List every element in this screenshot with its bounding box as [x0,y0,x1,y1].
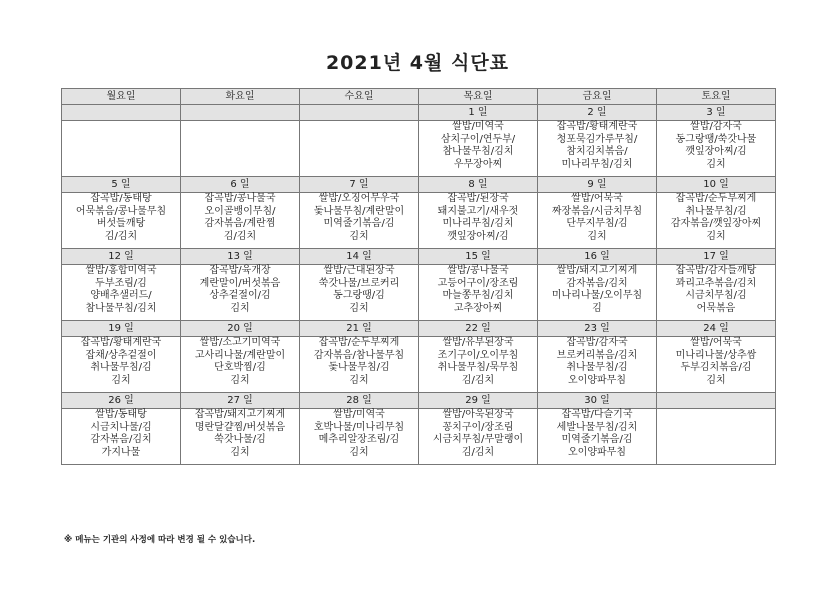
menu-item: 김치 [349,302,369,314]
date-cell: 19 일 [62,321,181,337]
menu-item: 미나리무침/김치 [561,158,633,170]
menu-item: 잡곡밥/황태계란국 [556,121,638,132]
date-cell: 16 일 [538,249,657,265]
date-cell: 22 일 [419,321,538,337]
menu-item: 감자볶음/김치 [90,434,152,445]
menu-cell [538,337,657,393]
menu-cell [300,337,419,393]
menu-cell [181,409,300,465]
page-title: 2021년 4월 식단표 [325,52,510,74]
date-cell: 2 일 [538,105,657,121]
menu-item: 김/김치 [223,230,257,242]
menu-cell [181,121,300,177]
menu-cell [657,337,776,393]
weekday-header: 토요일 [657,89,776,105]
date-cell: 30 일 [538,393,657,409]
menu-cell [300,121,419,177]
menu-cell [300,409,419,465]
menu-cell [62,265,181,321]
menu-item: 어묵볶음/콩나물무침 [75,205,167,217]
date-cell: 29 일 [419,393,538,409]
menu-row [62,193,776,249]
menu-item: 두부조림/김 [95,277,147,289]
menu-item: 삼치구이/연두부/ [440,133,516,145]
menu-item: 잡곡밥/다슬기국 [561,409,633,420]
menu-item: 김치 [706,374,726,386]
menu-item: 잡곡밥/돼지고기찌게 [194,409,286,420]
menu-cell [657,409,776,465]
menu-item: 조기구이/오이무침 [437,349,519,361]
menu-row [62,337,776,393]
menu-item: 쌀밥/유부된장국 [442,337,514,348]
date-cell: 23 일 [538,321,657,337]
menu-item: 쌀밥/콩나물국 [447,265,509,276]
menu-item: 잡곡밥/된장국 [447,193,509,204]
menu-item: 어묵볶음 [696,302,736,314]
date-cell: 13 일 [181,249,300,265]
menu-item: 꽁치구이/장조림 [442,421,514,433]
menu-item: 잡곡밥/순두부찌게 [318,337,400,348]
date-cell: 7 일 [300,177,419,193]
menu-item: 양배추샐러드/ [90,290,152,301]
date-cell: 15 일 [419,249,538,265]
date-cell [657,393,776,409]
menu-row [62,121,776,177]
menu-item: 오이골뱅이무침/ [204,205,276,217]
menu-item: 김치 [230,446,250,458]
menu-item: 잡곡밥/동태탕 [90,193,152,204]
date-cell: 21 일 [300,321,419,337]
menu-item: 잡곡밥/순두부찌게 [675,193,757,204]
menu-item: 시금치나물/김 [90,421,152,433]
date-cell: 20 일 [181,321,300,337]
menu-item: 돛나물무침/김 [328,362,390,373]
menu-item: 쌀밥/동태탕 [95,409,147,420]
menu-cell [657,265,776,321]
menu-item: 김/김치 [461,446,495,458]
menu-cell [538,121,657,177]
date-cell: 1 일 [419,105,538,121]
menu-item: 쌀밥/어묵국 [571,193,623,204]
menu-item: 김치 [349,374,369,386]
menu-item: 감자볶음/참나물무침 [313,349,405,361]
menu-item: 고사리나물/계란말이 [194,349,286,361]
menu-item: 쌀밥/홍합미역국 [85,265,157,276]
menu-item: 쑥갓나물/김 [214,434,266,445]
menu-item: 마늘쫑무침/김치 [442,290,514,301]
date-row [62,393,776,409]
date-row [62,177,776,193]
menu-item: 세발나물무침/김치 [556,421,638,433]
date-cell: 10 일 [657,177,776,193]
menu-item: 꽈리고추볶음/김치 [675,277,757,289]
menu-item: 미나리무침/김치 [442,218,514,229]
menu-item: 오이양파무침 [568,446,626,458]
menu-cell [300,193,419,249]
menu-item: 브로커리볶음/김치 [556,349,638,361]
menu-item: 감자볶음/깻잎장아찌 [670,218,762,229]
menu-item: 잡곡밥/감자국 [566,337,628,348]
menu-cell [181,337,300,393]
menu-item: 김치 [706,158,726,170]
menu-cell [419,193,538,249]
menu-item: 단무지무침/김 [566,218,628,229]
menu-item: 깻잎장아찌/김 [685,146,747,157]
menu-item: 쌀밥/미역국 [452,121,504,132]
menu-item: 김 [592,302,602,314]
menu-cell [62,121,181,177]
menu-item: 쌀밥/오징어무우국 [318,193,400,204]
menu-item: 미나리나물/상추쌈 [675,349,757,361]
menu-item: 잡곡밥/감자들깨탕 [675,265,757,276]
menu-row [62,265,776,321]
menu-item: 시금치무침/무말랭이 [432,434,524,445]
footnote: ※ 메뉴는 기관의 사정에 따라 변경 될 수 있습니다. [64,535,256,545]
date-row [62,249,776,265]
date-cell: 14 일 [300,249,419,265]
date-cell: 6 일 [181,177,300,193]
menu-item: 취나물무침/김 [566,362,628,373]
menu-cell [419,409,538,465]
date-cell: 8 일 [419,177,538,193]
menu-item: 계란말이/버섯볶음 [199,277,281,289]
date-row [62,321,776,337]
menu-item: 고등어구이/장조림 [437,277,519,289]
menu-cell [62,193,181,249]
date-row [62,105,776,121]
menu-cell [300,265,419,321]
menu-item: 돛나물무침/계란말이 [313,205,405,217]
weekday-header: 월요일 [62,89,181,105]
menu-item: 단호박찜/김 [214,362,266,373]
menu-cell [538,265,657,321]
menu-cell [181,265,300,321]
menu-item: 김치 [706,230,726,242]
meal-calendar-table [61,88,776,465]
menu-item: 가지나물 [101,446,141,458]
menu-item: 고추장아찌 [453,302,503,314]
weekday-header: 화요일 [181,89,300,105]
menu-cell [657,193,776,249]
menu-item: 깻잎장아찌/김 [447,230,509,242]
calendar-body [62,105,776,465]
menu-item: 감자볶음/계란찜 [204,218,276,229]
menu-item: 쌀밥/어묵국 [690,337,742,348]
menu-item: 돼지불고기/새우젓 [437,205,519,217]
menu-item: 취나물무침/묵무침 [437,362,519,373]
date-cell: 5 일 [62,177,181,193]
menu-item: 쌀밥/미역국 [333,409,385,420]
date-cell [300,105,419,121]
menu-item: 잡곡밥/육개장 [209,265,271,276]
menu-item: 시금치무침/김 [685,290,747,301]
date-cell: 12 일 [62,249,181,265]
date-cell: 3 일 [657,105,776,121]
menu-item: 김치 [587,230,607,242]
weekday-header-row [62,89,776,105]
menu-item: 취나물무침/김 [685,205,747,217]
menu-item: 우무장아찌 [453,158,503,170]
menu-item: 청포묵김가루무침/ [556,133,638,145]
menu-item: 미나리나물/오이무침 [551,290,643,301]
menu-item: 김치 [349,446,369,458]
menu-item: 참나물무침/김치 [85,302,157,314]
menu-item: 김치 [111,374,131,386]
weekday-header: 수요일 [300,89,419,105]
menu-item: 쌀밥/돼지고기찌게 [556,265,638,276]
date-cell [181,105,300,121]
menu-cell [62,409,181,465]
menu-item: 짜장볶음/시금치무침 [551,205,643,217]
menu-item: 쌀밥/아욱된장국 [442,409,514,420]
menu-cell [181,193,300,249]
menu-item: 취나물무침/김 [90,362,152,373]
menu-item: 김치 [349,230,369,242]
menu-item: 참나물무침/김치 [442,146,514,157]
menu-cell [419,121,538,177]
menu-item: 쌀밥/소고기미역국 [199,337,281,348]
menu-item: 미역줄기볶음/김 [561,434,633,445]
date-cell: 17 일 [657,249,776,265]
weekday-header: 목요일 [419,89,538,105]
menu-cell [538,193,657,249]
menu-item: 쌀밥/근대된장국 [323,265,395,276]
date-cell: 26 일 [62,393,181,409]
menu-item: 두부김치볶음/김 [680,362,752,373]
menu-item: 잡채/상추겉절이 [85,349,157,361]
date-cell: 27 일 [181,393,300,409]
menu-item: 쌀밥/감자국 [690,121,742,132]
menu-item: 호박나물/미나리무침 [313,421,405,433]
menu-item: 메추리알장조림/김 [318,434,400,445]
menu-cell [62,337,181,393]
menu-item: 김/김치 [104,230,138,242]
menu-item: 상추겉절이/김 [209,290,271,301]
menu-item: 참치김치볶음/ [566,146,628,157]
date-cell [62,105,181,121]
menu-item: 김/김치 [461,374,495,386]
menu-item: 버섯들깨탕 [96,218,146,229]
menu-item: 감자볶음/김치 [566,277,628,289]
menu-cell [657,121,776,177]
date-cell: 24 일 [657,321,776,337]
menu-cell [538,409,657,465]
menu-item: 동그랑땡/김 [333,290,385,301]
menu-item: 동그랑땡/쑥갓나물 [675,133,757,145]
menu-item: 오이양파무침 [568,374,626,386]
date-cell: 28 일 [300,393,419,409]
menu-item: 미역줄기볶음/김 [323,218,395,229]
menu-item: 잡곡밥/콩나물국 [204,193,276,204]
menu-item: 김치 [230,374,250,386]
menu-item: 김치 [230,302,250,314]
menu-cell [419,265,538,321]
menu-item: 쑥갓나물/브로커리 [318,277,400,289]
menu-row [62,409,776,465]
weekday-header: 금요일 [538,89,657,105]
menu-item: 명란달걀찜/버섯볶음 [194,421,286,433]
menu-cell [419,337,538,393]
menu-item: 잡곡밥/황태계란국 [80,337,162,348]
date-cell: 9 일 [538,177,657,193]
